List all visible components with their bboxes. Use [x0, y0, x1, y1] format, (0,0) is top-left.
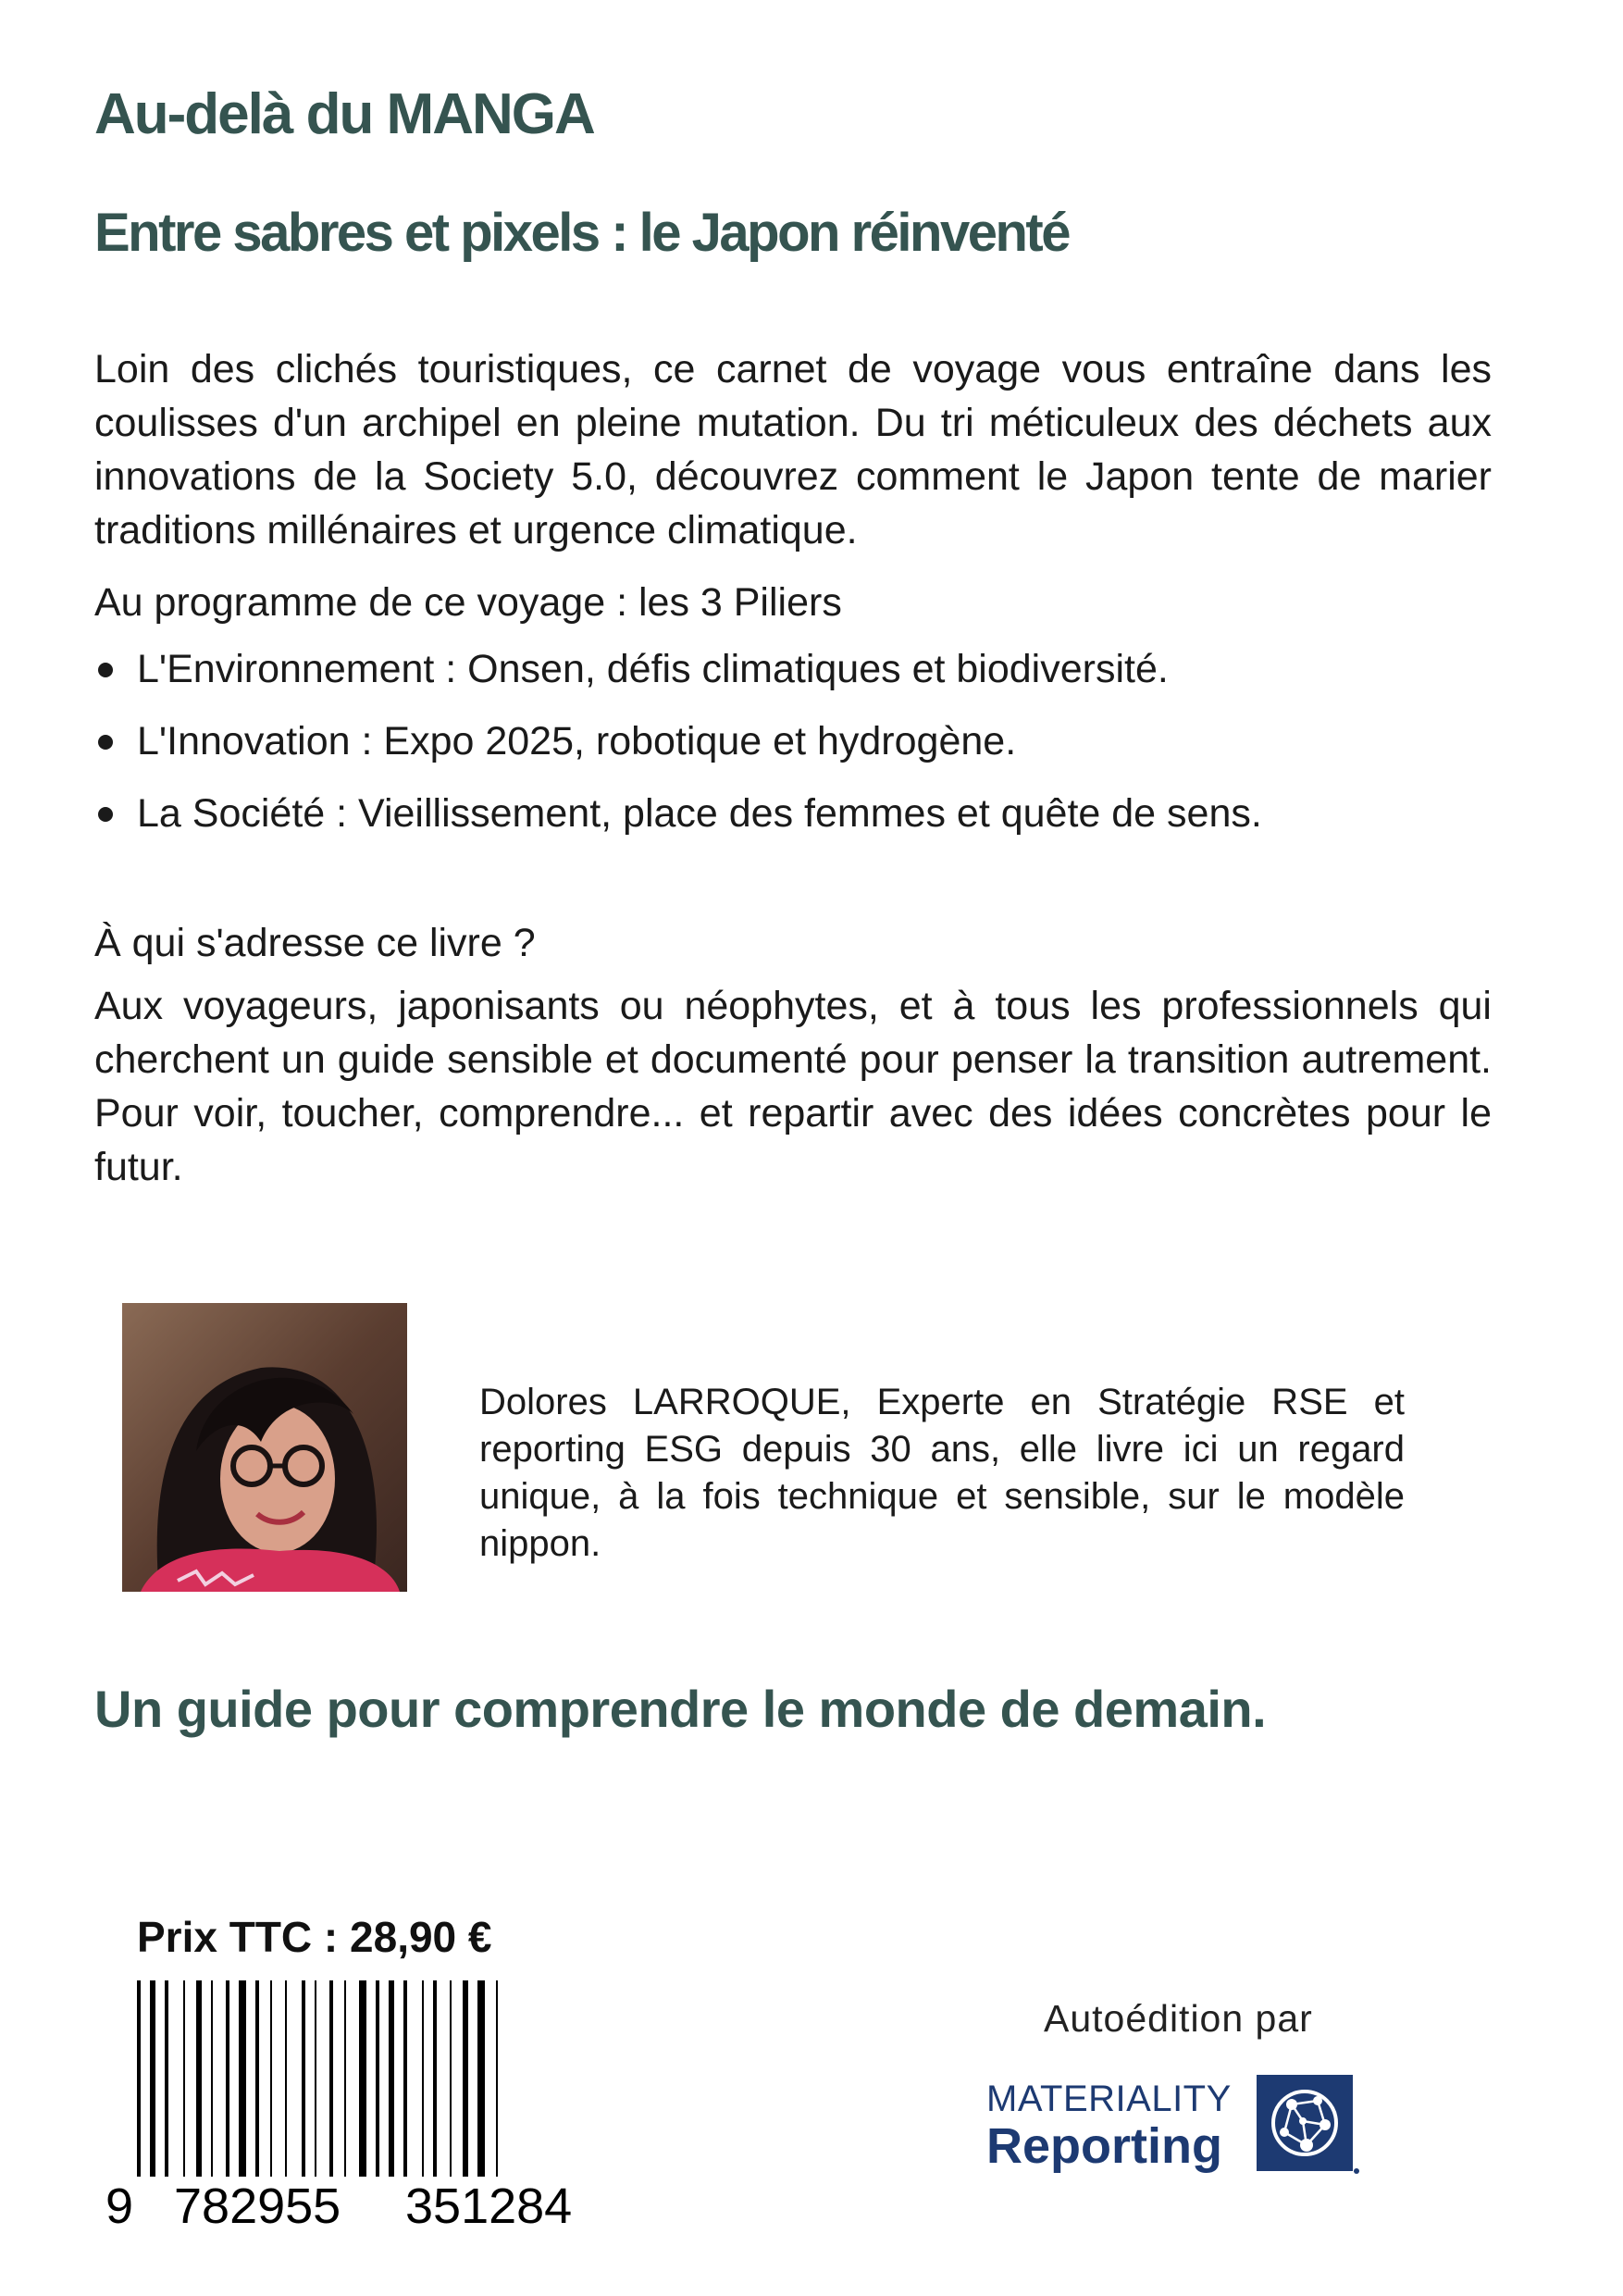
barcode-bar [226, 1980, 229, 2177]
barcode-bar [302, 1980, 305, 2177]
barcode-bar [150, 1980, 155, 2177]
barcode-bar [285, 1980, 287, 2177]
audience-question: À qui s'adresse ce livre ? [94, 921, 536, 965]
barcode-bar [329, 1980, 333, 2177]
barcode-group-right: 351284 [405, 2178, 573, 2230]
barcode-bar [165, 1980, 168, 2177]
tagline: Un guide pour comprendre le monde de demain. [94, 1680, 1267, 1738]
author-photo [122, 1303, 407, 1592]
program-heading: Au programme de ce voyage : les 3 Piliers [94, 580, 842, 625]
logo-text-reporting: Reporting [986, 2118, 1222, 2174]
barcode-bar [359, 1980, 366, 2177]
barcode-bars [137, 1980, 498, 2203]
audience-answer: Aux voyageurs, japonisants ou néophytes, et à tous les professionnels qui cherchent un guide sensible et documenté pour penser la transition autrement. Pour voir, toucher, comprendre... et repartir avec des idées concrètes pour le futur. [94, 984, 1492, 1189]
bullet-icon [98, 807, 113, 822]
intro-paragraph: Loin des clichés touristiques, ce carnet de voyage vous entraîne dans les coulisses d'un archipel en pleine mutation. Du tri méticuleux des déchets aux innovations de la Society 5.0, découvrez comment le Japon tente de marier traditions millénaires et urgence climatique. [94, 347, 1492, 552]
barcode-bar [344, 1980, 346, 2177]
barcode-bar [239, 1980, 246, 2177]
network-globe-icon [1257, 2075, 1360, 2175]
barcode-bar [183, 1980, 185, 2177]
barcode-bar [211, 1980, 213, 2177]
barcode-group-left: 782955 [174, 2178, 341, 2230]
barcode-bar [450, 1980, 452, 2177]
pillars-list [94, 642, 1262, 859]
barcode-bar [270, 1980, 272, 2177]
barcode-bar [196, 1980, 202, 2177]
publisher-by-label: Autoédition par [1044, 1997, 1313, 2040]
barcode-bar [477, 1980, 485, 2177]
price-label: Prix TTC : 28,90 € [137, 1913, 492, 1961]
logo-text-materiality: MATERIALITY [986, 2079, 1232, 2119]
pillar-label: L'Environnement : Onsen, défis climatiques et biodiversité. [137, 647, 1169, 691]
barcode-bar [403, 1980, 407, 2177]
barcode-bar [433, 1980, 437, 2177]
book-title: Au-delà du MANGA [94, 82, 594, 146]
pillar-label: La Société : Vieillissement, place des femmes et quête de sens. [137, 791, 1262, 836]
barcode-bar [255, 1980, 259, 2177]
bullet-icon [98, 663, 113, 677]
barcode-bar [463, 1980, 468, 2177]
barcode-digit-first: 9 [105, 2178, 134, 2230]
pillar-label: L'Innovation : Expo 2025, robotique et hydrogène. [137, 719, 1017, 763]
bullet-icon [98, 735, 113, 750]
barcode-bar [376, 1980, 379, 2177]
publisher-logo [986, 2075, 1366, 2177]
barcode-bar [137, 1980, 141, 2203]
isbn-barcode [102, 1980, 620, 2230]
barcode-bar [496, 1980, 498, 2203]
pillar-item-society [94, 787, 1262, 859]
barcode-bar [422, 1980, 424, 2177]
barcode-bar [389, 1980, 394, 2177]
author-bio: Dolores LARROQUE, Experte en Stratégie RSE et reporting ESG depuis 30 ans, elle livre ici un regard unique, à la fois technique et sensible, sur le modèle nippon. [479, 1382, 1405, 1564]
book-subtitle: Entre sabres et pixels : le Japon réinventé [94, 203, 1069, 263]
pillar-item-environment [94, 642, 1262, 714]
pillar-item-innovation [94, 714, 1262, 787]
barcode-bar [315, 1980, 316, 2203]
author-portrait-image [122, 1303, 407, 1592]
